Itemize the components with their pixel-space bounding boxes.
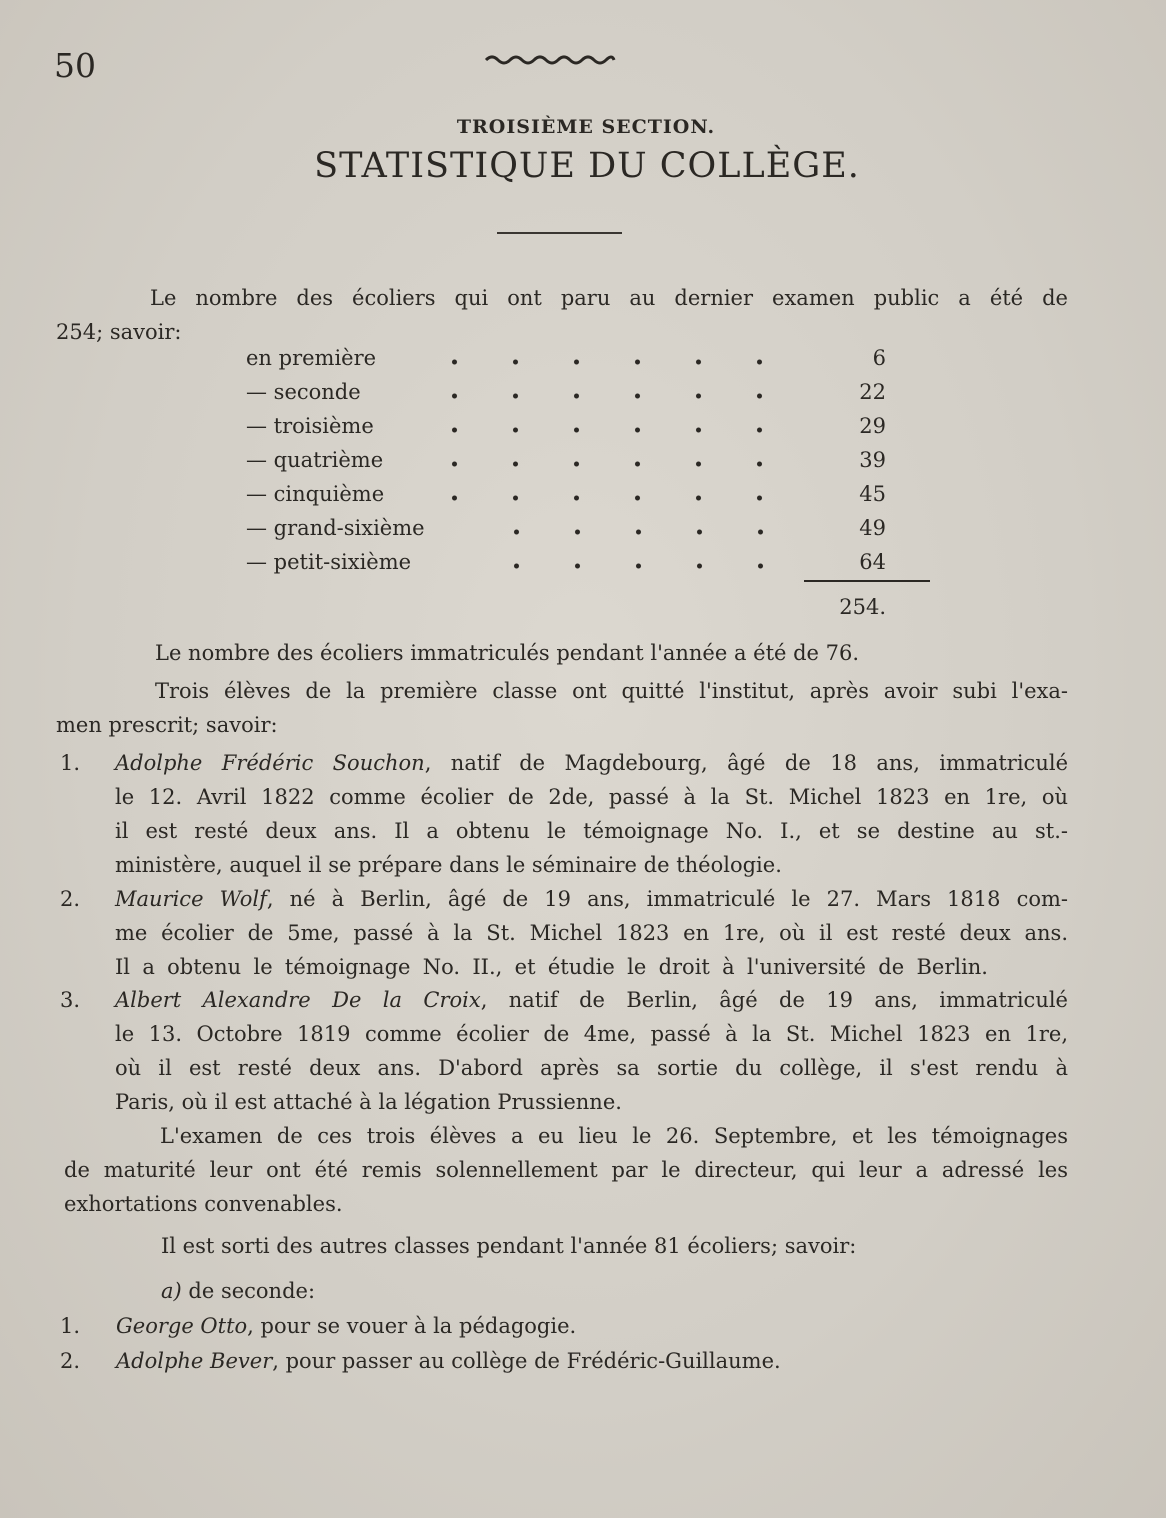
- entry-text: , natif de Magdebourg, âgé de 18 ans, immatriculé: [424, 751, 1068, 775]
- entry-line: [115, 746, 1068, 780]
- student-name: Maurice Wolf: [115, 887, 267, 911]
- intro-line-2: 254; savoir:: [56, 320, 182, 344]
- entry-line: [115, 882, 1068, 916]
- entry-line: [115, 983, 1068, 1017]
- count-row: [246, 375, 886, 409]
- list-letter: a): [161, 1279, 182, 1303]
- dot-leader: [424, 341, 800, 375]
- count-label: — troisième: [246, 414, 374, 438]
- entry-number: 1.: [60, 1314, 81, 1338]
- count-label: — cinquième: [246, 482, 385, 506]
- departure-entry: [56, 1344, 1068, 1378]
- class-counts-list: [246, 341, 886, 579]
- examen-line-2: de maturité leur ont été remis solennellement par le directeur, qui leur a adressé les: [64, 1158, 1068, 1182]
- examen-line-3: exhortations convenables.: [64, 1192, 343, 1216]
- intro-line-1: Le nombre des écoliers qui ont paru au dernier examen public a été de: [150, 286, 1068, 310]
- examen-line-1: L'examen de ces trois élèves a eu lieu le 26. Septembre, et les témoignages: [160, 1124, 1068, 1148]
- intro-paragraph: [56, 281, 1068, 349]
- entry-line: où il est resté deux ans. D'abord après sa sortie du collège, il s'est rendu à: [115, 1056, 1068, 1080]
- entry-line: il est resté deux ans. Il a obtenu le témoignage No. I., et se destine au st.-: [115, 819, 1068, 843]
- count-value: 39: [859, 448, 886, 472]
- trois-line-2: men prescrit; savoir:: [56, 713, 278, 737]
- entry-number: 2.: [60, 887, 81, 911]
- count-row: [246, 341, 886, 375]
- dot-leader: [424, 375, 800, 409]
- count-row: [246, 409, 886, 443]
- dot-leader: [424, 409, 800, 443]
- entry-line: me écolier de 5me, passé à la St. Michel 1823 en 1re, où il est resté deux ans.: [115, 921, 1068, 945]
- count-value: 6: [872, 346, 886, 370]
- count-value: 22: [859, 380, 886, 404]
- entry-line: le 13. Octobre 1819 comme écolier de 4me, passé à la St. Michel 1823 en 1re,: [115, 1022, 1068, 1046]
- dot-leader: [486, 545, 800, 579]
- page-number: 50: [54, 46, 96, 85]
- examen-paragraph: [64, 1119, 1068, 1221]
- student-entry: [56, 983, 1068, 1119]
- count-row: [246, 477, 886, 511]
- entry-text: , pour passer au collège de Frédéric-Guillaume.: [272, 1349, 781, 1373]
- dot-leader: [486, 511, 800, 545]
- count-value: 45: [859, 482, 886, 506]
- count-label: — grand-sixième: [246, 516, 425, 540]
- entry-line: Paris, où il est attaché à la légation Prussienne.: [115, 1090, 622, 1114]
- entry-line: le 12. Avril 1822 comme écolier de 2de, passé à la St. Michel 1823 en 1re, où: [115, 785, 1068, 809]
- dot-leader: [424, 477, 800, 511]
- count-value: 49: [859, 516, 886, 540]
- student-name: Adolphe Frédéric Souchon: [115, 751, 425, 775]
- count-total: 254.: [839, 595, 886, 619]
- entry-line: ministère, auquel il se prépare dans le séminaire de théologie.: [115, 853, 782, 877]
- count-label: — petit-sixième: [246, 550, 412, 574]
- entry-line: Il a obtenu le témoignage No. II., et étudie le droit à l'université de Berlin.: [115, 955, 988, 979]
- student-entry: [56, 882, 1068, 984]
- student-name: Adolphe Bever: [116, 1349, 273, 1373]
- trois-eleves-paragraph: [56, 674, 1068, 742]
- entry-text: , natif de Berlin, âgé de 19 ans, immatriculé: [480, 988, 1068, 1012]
- departure-entry: [56, 1309, 1068, 1343]
- count-label: — seconde: [246, 380, 361, 404]
- trois-line-1: Trois élèves de la première classe ont quitté l'institut, après avoir subi l'exa-: [155, 679, 1068, 703]
- seconde-text: de seconde:: [181, 1279, 316, 1303]
- count-value: 29: [859, 414, 886, 438]
- immatricules-paragraph: Le nombre des écoliers immatriculés pendant l'année a été de 76.: [155, 641, 860, 665]
- count-row: [246, 443, 886, 477]
- count-row: [246, 545, 886, 579]
- count-row: [246, 511, 886, 545]
- total-rule: [804, 580, 930, 582]
- student-entry: [56, 746, 1068, 882]
- student-name: Albert Alexandre De la Croix: [115, 988, 481, 1012]
- student-name: George Otto: [116, 1314, 248, 1338]
- entry-number: 1.: [60, 751, 81, 775]
- page-title: STATISTIQUE DU COLLÈGE.: [314, 146, 860, 186]
- count-label: en première: [246, 346, 377, 370]
- count-label: — quatrième: [246, 448, 384, 472]
- entry-number: 3.: [60, 988, 81, 1012]
- entry-text: , pour se vouer à la pédagogie.: [247, 1314, 577, 1338]
- count-value: 64: [859, 550, 886, 574]
- entry-text: , né à Berlin, âgé de 19 ans, immatriculé le 27. Mars 1818 com-: [266, 887, 1068, 911]
- ornament-divider: [484, 50, 616, 70]
- entry-number: 2.: [60, 1349, 81, 1373]
- title-rule: [497, 232, 622, 234]
- section-label: TROISIÈME SECTION.: [456, 116, 716, 138]
- dot-leader: [424, 443, 800, 477]
- sorti-paragraph: Il est sorti des autres classes pendant l'année 81 écoliers; savoir:: [161, 1234, 857, 1258]
- seconde-heading: [161, 1274, 315, 1308]
